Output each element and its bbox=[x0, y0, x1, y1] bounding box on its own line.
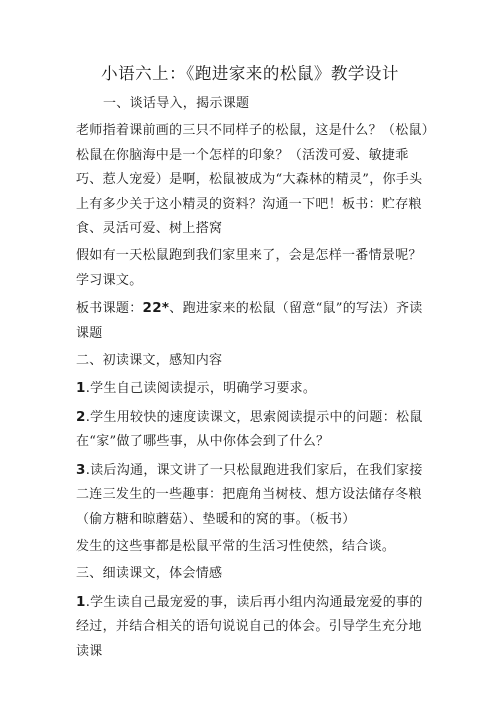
document-title: 小语六上：《跑进家来的松鼠》教学设计 bbox=[101, 64, 399, 83]
list-item-1 bbox=[76, 376, 432, 401]
list-item-text: .学生自己读阅读提示，明确学习要求。 bbox=[85, 381, 317, 397]
list-item-text: .学生用较快的速度读课文，思索阅读提示中的问题：松鼠在“家”做了哪些事，从中你体会到了什么？ bbox=[76, 409, 423, 450]
list-item-number: 1 bbox=[76, 593, 86, 610]
document-body bbox=[76, 92, 432, 667]
list-item-number: 2 bbox=[76, 408, 86, 425]
list-item-text: .读后沟通，课文讲了一只松鼠跑进我们家后，在我们家接二连三发生的一些趣事：把鹿角当树枝、想方设法储存冬粮（偷方糖和晾蘑菇）、垫暖和的窝的事。（板书） bbox=[76, 462, 423, 527]
section-heading-2: 二、初读课文，感知内容 bbox=[76, 353, 223, 369]
paragraph-question: 假如有一天松鼠跑到我们家里来了，会是怎样一番情景呢？学习课文。 bbox=[76, 248, 422, 288]
paragraph-habits: 发生的这些事都是松鼠平常的生活习性使然，结合谈。 bbox=[76, 538, 396, 554]
list-item-text: .学生读自己最宠爱的事，读后再小组内沟通最宠爱的事的经过，并结合相关的语句说说自己的体会。引导学生充分地读课 bbox=[76, 594, 423, 659]
board-title-prefix: 板书课题： bbox=[76, 301, 143, 317]
list-item-number: 3 bbox=[76, 461, 86, 478]
list-item-4 bbox=[76, 590, 432, 664]
paragraph-board-title bbox=[76, 296, 432, 346]
list-item-number: 1 bbox=[76, 380, 86, 397]
list-item-2 bbox=[76, 405, 432, 455]
section-heading-3: 三、细读课文，体会情感 bbox=[76, 566, 223, 582]
lesson-number: 22* bbox=[142, 300, 170, 317]
paragraph-intro: 老师指着课前画的三只不同样子的松鼠，这是什么？（松鼠）松鼠在你脑海中是一个怎样的印象？（活泼可爱、敏捷乖巧、惹人宠爱）是啊，松鼠被成为“大森林的精灵”，你手头上有多少关于这小精灵的资料？沟通一下吧！板书：贮存粮食、灵活可爱、树上搭窝 bbox=[76, 123, 429, 237]
section-heading-1: 一、谈话导入，揭示课题 bbox=[103, 96, 250, 111]
board-title-rest: 、跑进家来的松鼠（留意“鼠”的写法）齐读课题 bbox=[76, 301, 423, 341]
list-item-3 bbox=[76, 458, 432, 532]
